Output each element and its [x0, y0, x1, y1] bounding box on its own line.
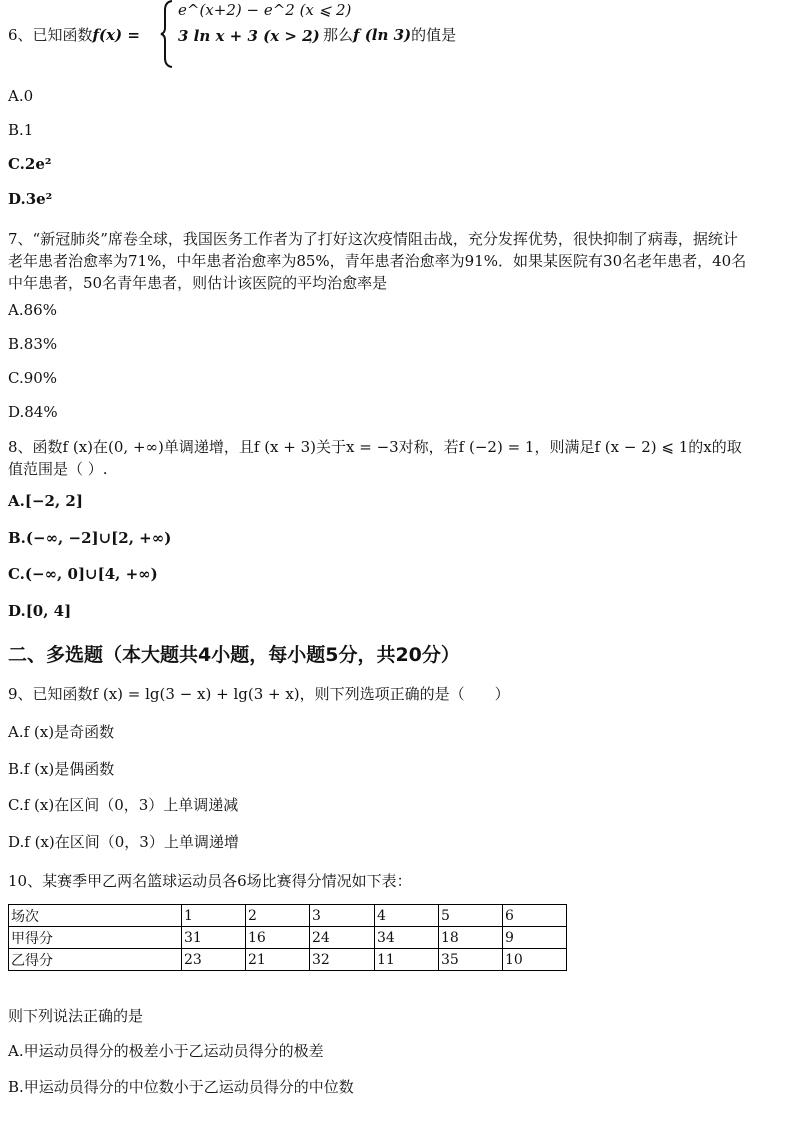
q6-option-d: D.3e²: [8, 190, 53, 208]
q7-option-b: B.83%: [8, 335, 58, 353]
q10-option-a: A.甲运动员得分的极差小于乙运动员得分的极差: [8, 1042, 324, 1060]
section-multiple-choice-heading: 二、多选题（本大题共4小题，每小题5分，共20分）: [8, 644, 460, 666]
table-cell: 24: [310, 927, 375, 949]
q8-line-2: 值范围是（ ）.: [8, 460, 108, 478]
q9-option-d: D.f (x)在区间（0，3）上单调递增: [8, 833, 239, 851]
table-cell: 9: [503, 927, 567, 949]
q6-trail: ，那么f (ln 3)的值是: [308, 26, 457, 44]
q9-stem: 9、已知函数f (x) = lg(3 − x) + lg(3 + x)，则下列选项正确的是（ ）: [8, 685, 510, 703]
table-cell: 34: [375, 927, 439, 949]
piecewise-brace-icon: [160, 0, 174, 68]
q7-stem: [8, 228, 788, 294]
q6-stem: [8, 0, 708, 70]
table-cell: 21: [246, 949, 310, 971]
q10-option-b: B.甲运动员得分的中位数小于乙运动员得分的中位数: [8, 1078, 354, 1096]
table-cell: 16: [246, 927, 310, 949]
q9-option-c: C.f (x)在区间（0，3）上单调递减: [8, 796, 239, 814]
q6-option-c: C.2e²: [8, 155, 52, 173]
q8-stem: [8, 436, 788, 480]
q10-stem: 10、某赛季甲乙两名篮球运动员各6场比赛得分情况如下表：: [8, 872, 412, 890]
table-cell: 18: [439, 927, 503, 949]
q6-case-2: 3 ln x + 3 (x > 2): [178, 27, 320, 45]
q9-option-a: A.f (x)是奇函数: [8, 723, 115, 741]
table-row: [9, 949, 567, 971]
table-cell: 31: [182, 927, 246, 949]
table-cell: 2: [246, 905, 310, 927]
q7-option-c: C.90%: [8, 369, 58, 387]
table-row: [9, 927, 567, 949]
table-cell: 6: [503, 905, 567, 927]
table-row: [9, 905, 567, 927]
table-cell: 1: [182, 905, 246, 927]
q7-line-1: 7、“新冠肺炎”席卷全球，我国医务工作者为了打好这次疫情阻击战，充分发挥优势，很快抑制了病毒，据统计: [8, 230, 738, 248]
q10-after: 则下列说法正确的是: [8, 1007, 144, 1025]
table-cell: 32: [310, 949, 375, 971]
q8-option-c: C.(−∞, 0]∪[4, +∞): [8, 565, 158, 583]
q8-option-d: D.[0, 4]: [8, 602, 72, 620]
table-cell: 23: [182, 949, 246, 971]
q6-option-b: B.1: [8, 121, 34, 139]
q8-option-b: B.(−∞, −2]∪[2, +∞): [8, 529, 172, 547]
table-cell: 乙得分: [9, 949, 182, 971]
table-cell: 3: [310, 905, 375, 927]
table-cell: 11: [375, 949, 439, 971]
q7-line-3: 中年患者，50名青年患者，则估计该医院的平均治愈率是: [8, 274, 388, 292]
table-cell: 场次: [9, 905, 182, 927]
table-cell: 35: [439, 949, 503, 971]
q7-option-a: A.86%: [8, 301, 57, 319]
score-table: [8, 904, 567, 971]
q6-lead: 6、已知函数f(x) =: [8, 26, 140, 44]
q6-case-1: e^(x+2) − e^2 (x ⩽ 2): [178, 1, 352, 19]
q6-option-a: A.0: [8, 87, 34, 105]
q8-option-a: A.[−2, 2]: [8, 492, 83, 510]
table-cell: 甲得分: [9, 927, 182, 949]
q9-option-b: B.f (x)是偶函数: [8, 760, 115, 778]
table-cell: 5: [439, 905, 503, 927]
q7-option-d: D.84%: [8, 403, 58, 421]
q7-line-2: 老年患者治愈率为71%，中年患者治愈率为85%，青年患者治愈率为91%．如果某医院有30名老年患者，40名: [8, 252, 747, 270]
table-cell: 10: [503, 949, 567, 971]
table-cell: 4: [375, 905, 439, 927]
q8-line-1: 8、函数f (x)在(0, +∞)单调递增，且f (x + 3)关于x = −3对称，若f (−2) = 1，则满足f (x − 2) ⩽ 1的x的取: [8, 438, 742, 456]
